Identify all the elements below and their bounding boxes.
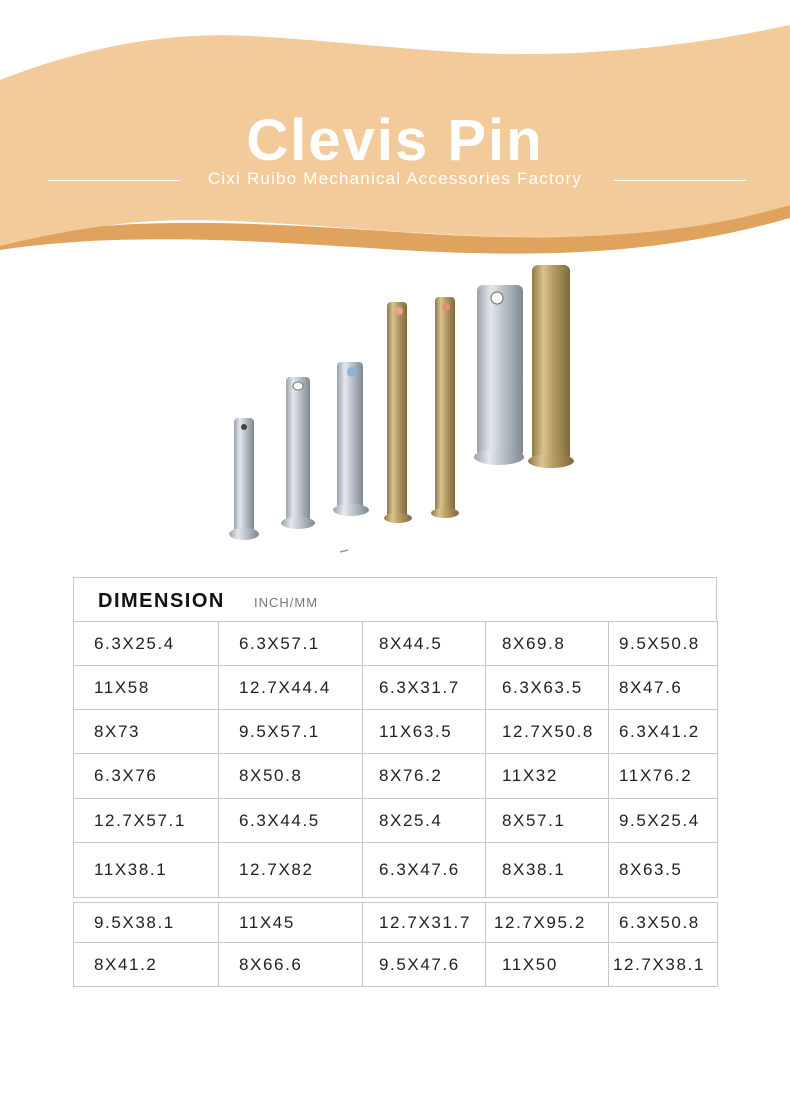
dimension-table-header — [73, 577, 717, 621]
table-cell: 6.3X50.8 — [609, 903, 718, 943]
table-cell: 6.3X63.5 — [486, 666, 609, 710]
pin-5 — [431, 297, 459, 518]
table-cell: 8X38.1 — [486, 843, 609, 898]
dimension-table — [73, 577, 717, 987]
table-cell: 8X76.2 — [363, 754, 486, 799]
table-row — [74, 754, 718, 799]
table-cell: 6.3X31.7 — [363, 666, 486, 710]
table-cell: 9.5X47.6 — [363, 943, 486, 987]
table-cell: 11X76.2 — [609, 754, 718, 799]
pin-7 — [528, 265, 574, 468]
table-row — [74, 843, 718, 898]
table-cell: 8X66.6 — [219, 943, 363, 987]
table-cell: 8X47.6 — [609, 666, 718, 710]
table-cell: 11X45 — [219, 903, 363, 943]
pin-4 — [384, 302, 412, 523]
table-row — [74, 903, 718, 943]
table-cell: 8X69.8 — [486, 622, 609, 666]
table-cell: 12.7X38.1 — [609, 943, 718, 987]
clevis-pins-product-image — [220, 260, 580, 560]
dimension-title: DIMENSION — [98, 590, 225, 612]
dimension-unit: INCH/MM — [254, 595, 319, 610]
table-cell: 9.5X25.4 — [609, 799, 718, 843]
company-name: Cixi Ruibo Mechanical Accessories Factory — [207, 169, 583, 188]
pin-2 — [281, 377, 315, 529]
table-cell: 6.3X25.4 — [74, 622, 219, 666]
pin-3 — [333, 362, 369, 516]
dimension-grid-block-2 — [73, 902, 718, 987]
page-title: Clevis Pin — [246, 108, 544, 173]
table-row — [74, 622, 718, 666]
table-cell: 9.5X38.1 — [74, 903, 219, 943]
table-cell: 8X25.4 — [363, 799, 486, 843]
table-cell: 11X38.1 — [74, 843, 219, 898]
table-cell: 8X50.8 — [219, 754, 363, 799]
table-row — [74, 943, 718, 987]
table-cell: 12.7X50.8 — [486, 710, 609, 754]
table-cell: 8X41.2 — [74, 943, 219, 987]
table-cell: 12.7X82 — [219, 843, 363, 898]
table-cell: 8X63.5 — [609, 843, 718, 898]
table-cell: 6.3X44.5 — [219, 799, 363, 843]
table-cell: 12.7X95.2 — [486, 903, 609, 943]
table-cell: 6.3X41.2 — [609, 710, 718, 754]
table-cell: 6.3X57.1 — [219, 622, 363, 666]
table-cell: 12.7X44.4 — [219, 666, 363, 710]
dimension-grid-block-1 — [73, 621, 718, 898]
subtitle-row — [0, 168, 790, 190]
table-cell: 6.3X47.6 — [363, 843, 486, 898]
table-cell: 9.5X57.1 — [219, 710, 363, 754]
table-cell: 8X44.5 — [363, 622, 486, 666]
table-row — [74, 799, 718, 843]
pin-1 — [229, 418, 259, 540]
subtitle-divider-right — [614, 180, 746, 181]
table-cell: 8X57.1 — [486, 799, 609, 843]
table-cell: 11X63.5 — [363, 710, 486, 754]
table-row — [74, 710, 718, 754]
table-cell: 11X32 — [486, 754, 609, 799]
pin-6 — [474, 285, 524, 465]
table-cell: 8X73 — [74, 710, 219, 754]
table-cell: 12.7X57.1 — [74, 799, 219, 843]
table-cell: 6.3X76 — [74, 754, 219, 799]
table-cell: 11X58 — [74, 666, 219, 710]
table-cell: 9.5X50.8 — [609, 622, 718, 666]
table-row — [74, 666, 718, 710]
table-cell: 11X50 — [486, 943, 609, 987]
table-cell: 12.7X31.7 — [363, 903, 486, 943]
